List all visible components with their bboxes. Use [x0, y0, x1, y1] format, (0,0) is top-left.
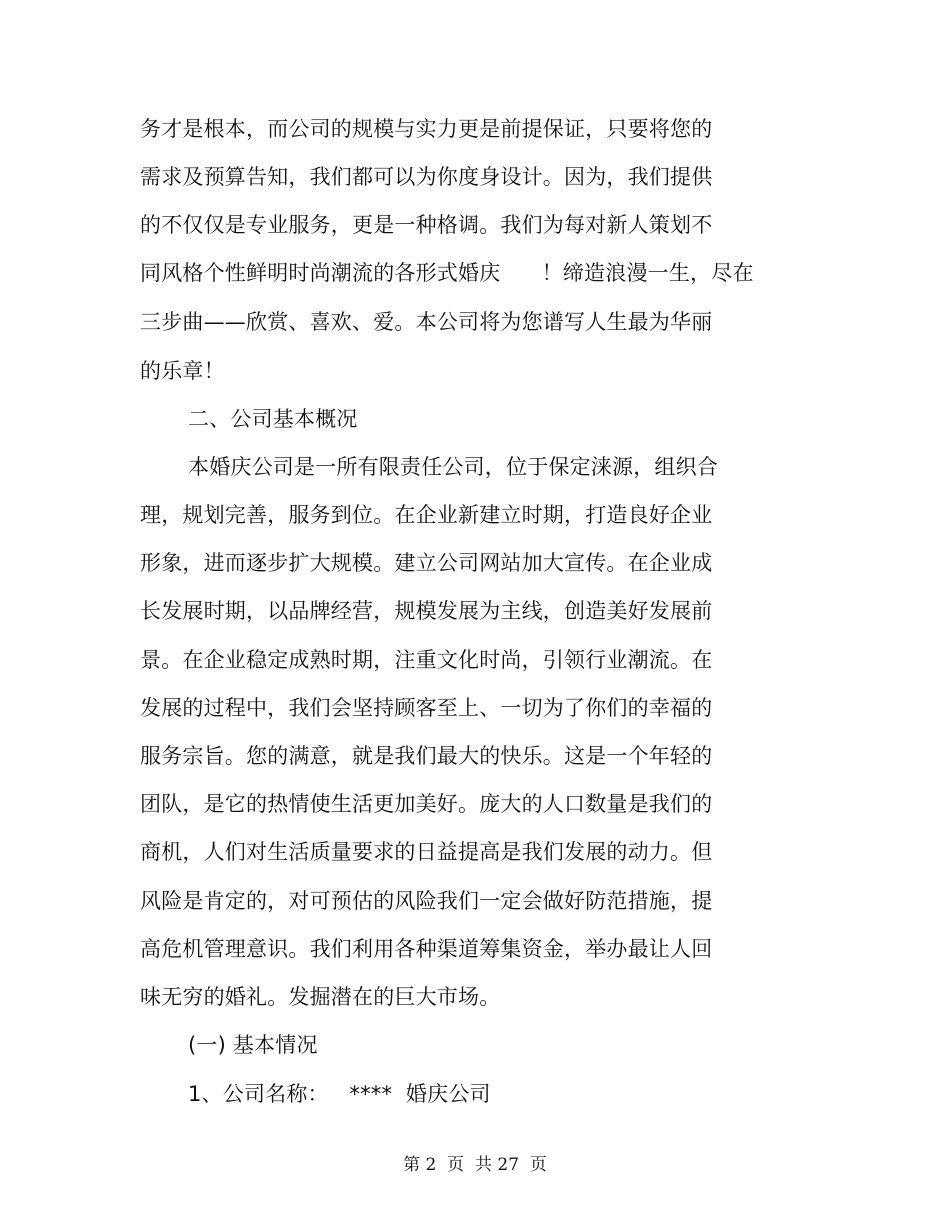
paragraph-line: 团队，是它的热情使生活更加美好。庞大的人口数量是我们的: [140, 792, 713, 816]
paragraph-line: 服务宗旨。您的满意，就是我们最大的快乐。这是一个年轻的: [140, 744, 713, 768]
paragraph-line: 形象，进而逐步扩大规模。建立公司网站加大宣传。在企业成: [140, 551, 713, 575]
paragraph-line: 同风格个性鲜明时尚潮流的各形式婚庆 ！缔造浪漫一生，尽在: [140, 261, 754, 285]
paragraph-line: 商机，人们对生活质量要求的日益提高是我们发展的动力。但: [140, 840, 713, 864]
paragraph-line: 长发展时期，以品牌经营，规模发展为主线，创造美好发展前: [140, 599, 713, 623]
paragraph-line: 需求及预算告知，我们都可以为你度身设计。因为，我们提供: [140, 165, 713, 189]
paragraph-line: 的不仅仅是专业服务，更是一种格调。我们为每对新人策划不: [140, 213, 713, 237]
subsection-heading: (一) 基本情况: [188, 1033, 318, 1057]
page-number-footer: 第 2 页 共 27 页: [403, 1155, 547, 1175]
paragraph-line: 理，规划完善，服务到位。在企业新建立时期，打造良好企业: [140, 503, 713, 527]
company-name-line: 1、公司名称： **** 婚庆公司: [188, 1082, 491, 1106]
paragraph-line: 味无穷的婚礼。发掘潜在的巨大市场。: [140, 985, 501, 1009]
section-heading: 二、公司基本概况: [188, 407, 358, 431]
paragraph-line: 发展的过程中，我们会坚持顾客至上、一切为了你们的幸福的: [140, 696, 713, 720]
paragraph-line: 务才是根本，而公司的规模与实力更是前提保证，只要将您的: [140, 117, 713, 141]
paragraph-line: 风险是肯定的，对可预估的风险我们一定会做好防范措施，提: [140, 889, 713, 913]
paragraph-line: 本婚庆公司是一所有限责任公司，位于保定涞源，组织合: [188, 455, 718, 479]
paragraph-line: 高危机管理意识。我们利用各种渠道筹集资金，举办最让人回: [140, 937, 713, 961]
paragraph-line: 三步曲——欣赏、喜欢、爱。本公司将为您谱写人生最为华丽: [140, 310, 713, 334]
paragraph-line: 的乐章！: [140, 359, 225, 383]
paragraph-line: 景。在企业稳定成熟时期，注重文化时尚，引领行业潮流。在: [140, 648, 713, 672]
